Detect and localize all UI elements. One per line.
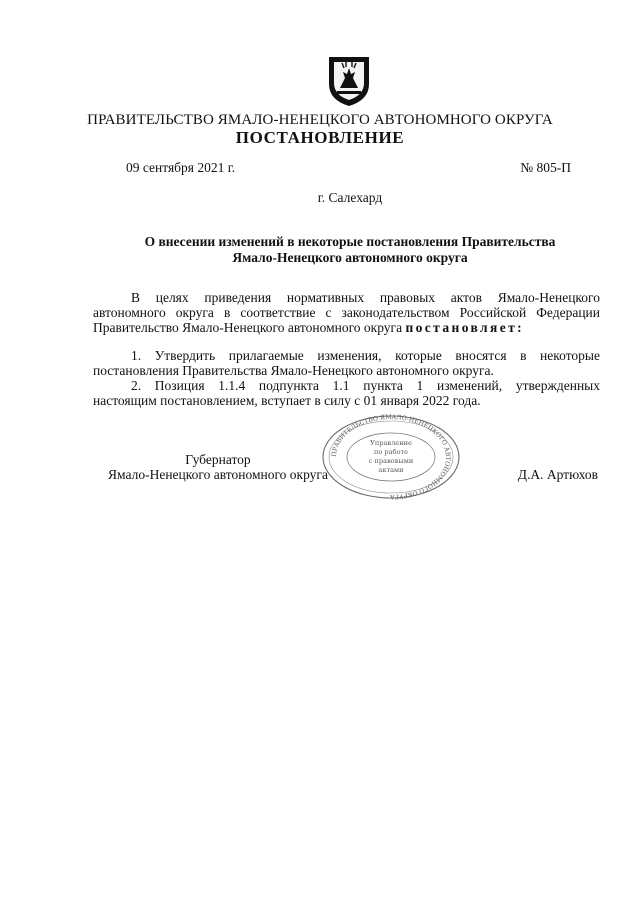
seal-inner-text: с правовыми — [368, 457, 414, 465]
document-type-heading: ПОСТАНОВЛЕНИЕ — [235, 128, 405, 147]
document-subject — [80, 234, 620, 266]
item-2-paragraph — [93, 378, 600, 408]
signatory-name: Д.А. Артюхов — [517, 467, 598, 482]
subject-line: Ямало-Ненецкого автономного округа — [232, 250, 468, 265]
position-line: Губернатор — [185, 452, 251, 467]
document-city: г. Салехард — [317, 190, 383, 205]
position-line: Ямало-Ненецкого автономного округа — [108, 467, 328, 482]
subject-line: О внесении изменений в некоторые постановления Правительства — [144, 234, 556, 249]
seal-inner-text: актами — [378, 466, 404, 474]
paragraph-line: 2. Позиция 1.1.4 подпункта 1.1 пункта 1 изменений, утвержденных — [131, 378, 600, 393]
government-title: ПРАВИТЕЛЬСТВО ЯМАЛО-НЕНЕЦКОГО АВТОНОМНОГО ОКРУГА — [87, 112, 553, 128]
document-date: 09 сентября 2021 г. — [126, 160, 236, 175]
paragraph-line: В целях приведения нормативных правовых актов Ямало-Ненецкого — [131, 290, 600, 305]
seal-outer-text: ПРАВИТЕЛЬСТВО ЯМАЛО-НЕНЕЦКОГО АВТОНОМНОГО ОКРУГА — [330, 414, 452, 500]
document-number: № 805-П — [520, 160, 571, 175]
paragraph-line: 1. Утвердить прилагаемые изменения, которые вносятся в некоторые — [131, 348, 600, 363]
yanao-coat-of-arms-icon — [325, 54, 373, 108]
signatory-position — [93, 452, 343, 482]
paragraph-text: Правительство Ямало-Ненецкого автономного округа — [93, 320, 403, 335]
paragraph-line: постановления Правительства Ямало-Ненецкого автономного округа. — [93, 363, 494, 378]
preamble-paragraph — [93, 290, 600, 335]
seal-inner-text: по работе — [373, 448, 409, 456]
decree-word: постановляет: — [405, 320, 525, 335]
seal-inner-text: Управление — [370, 439, 412, 447]
paragraph-line — [93, 320, 600, 335]
paragraph-line: настоящим постановлением, вступает в силу с 01 января 2022 года. — [93, 393, 481, 408]
paragraph-line: автономного округа в соответствие с законодательством Российской Федерации — [93, 305, 600, 320]
item-1-paragraph — [93, 348, 600, 378]
